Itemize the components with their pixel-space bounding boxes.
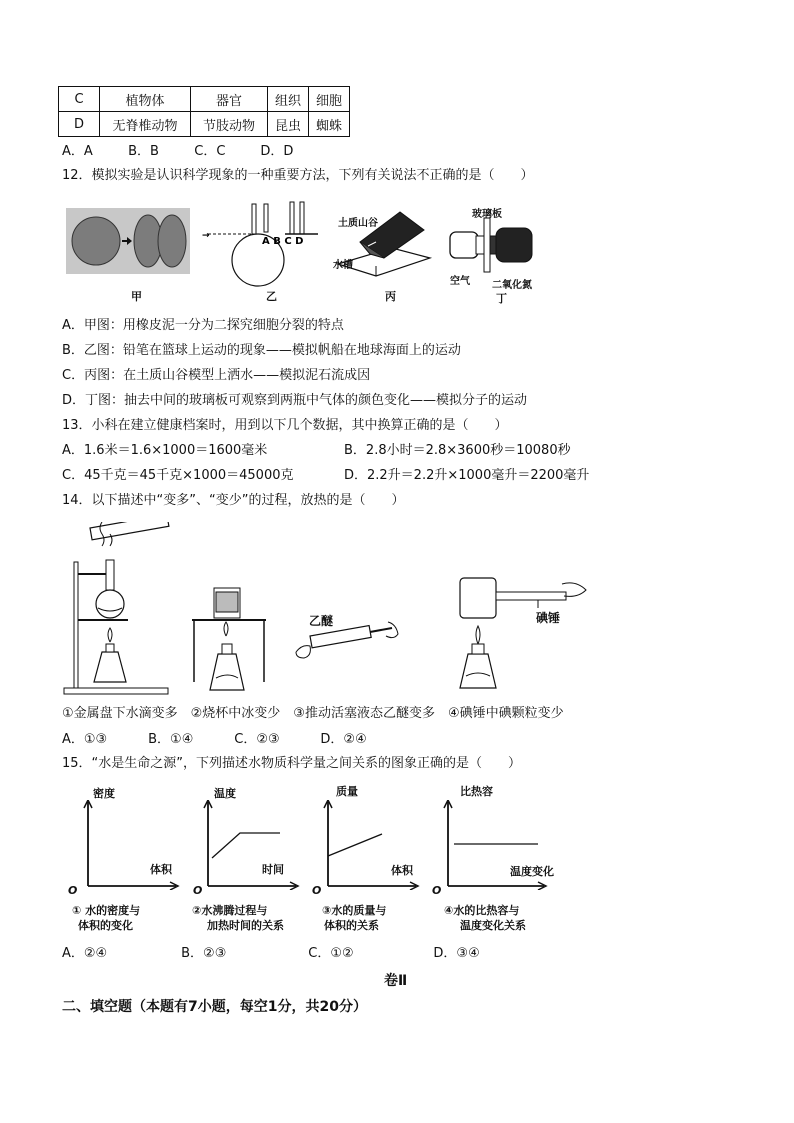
choice: C．C <box>194 144 226 159</box>
g2-ylabel: 温度 <box>214 787 236 800</box>
table-row <box>59 87 350 112</box>
choice: C．①② <box>308 946 354 961</box>
choice: B．②③ <box>181 946 227 961</box>
caption-ding: 丁 <box>496 292 507 305</box>
choice: A．A <box>62 144 93 159</box>
choice: D．③④ <box>433 946 480 961</box>
table-cell: 器官 <box>191 87 268 112</box>
g3-curve <box>328 834 382 856</box>
g3-xlabel: 体积 <box>391 864 413 877</box>
g3-origin: O <box>312 884 322 897</box>
g2-xlabel: 时间 <box>262 863 284 876</box>
choice: A．①③ <box>62 732 108 747</box>
q12-figure-jia <box>66 208 190 274</box>
q12-option-a: A．甲图：用橡皮泥一分为二探究细胞分裂的特点 <box>62 318 344 333</box>
section-heading: 二、填空题（本题有7小题，每空1分，共20分） <box>62 999 367 1015</box>
g4-caption-1: ④水的比热容与 <box>444 904 520 917</box>
g3-caption-2: 体积的关系 <box>324 919 379 932</box>
q13-option-c: C．45千克＝45千克×1000＝45000克 <box>62 468 294 483</box>
q15-choices <box>62 945 480 963</box>
q14-figure-2 <box>190 582 270 698</box>
choice: A．②④ <box>62 946 108 961</box>
q15-stem: 15．“水是生命之源”，下列描述水物质科学量之间关系的图象正确的是（ ） <box>62 756 522 771</box>
table-row <box>59 112 350 137</box>
g4-origin: O <box>432 884 442 897</box>
q15-graph-2 <box>200 800 300 890</box>
g2-caption-2: 加热时间的关系 <box>207 919 284 932</box>
table-cell: 蜘蛛 <box>309 112 350 137</box>
g1-caption-1: ① 水的密度与 <box>72 904 141 917</box>
choice: C．②③ <box>234 732 280 747</box>
g1-ylabel: 密度 <box>93 787 115 800</box>
table-cell: C <box>59 87 100 112</box>
q13-option-a: A．1.6米＝1.6×1000＝1600毫米 <box>62 443 268 458</box>
q13-option-d: D．2.2升＝2.2升×1000毫升＝2200毫升 <box>344 468 590 483</box>
caption-yi: 乙 <box>266 290 277 303</box>
table-cell: 细胞 <box>309 87 350 112</box>
q12-stem: 12．模拟实验是认识科学现象的一种重要方法，下列有关说法不正确的是（ ） <box>62 168 534 183</box>
q14-stem: 14．以下描述中“变多”、“变少”的过程，放热的是（ ） <box>62 493 405 508</box>
g2-curve <box>212 833 280 858</box>
label-hammer: 碘锤 <box>536 611 561 625</box>
g2-origin: O <box>193 884 203 897</box>
q14-descriptions: ①金属盘下水滴变多 ②烧杯中冰变少 ③推动活塞液态乙醚变多 ④碘锤中碘颗粒变少 <box>62 706 564 721</box>
table-cell: 节肢动物 <box>191 112 268 137</box>
classification-table <box>58 86 350 137</box>
caption-jia: 甲 <box>131 290 142 303</box>
volume-title: 卷Ⅱ <box>384 973 408 989</box>
q11-choices <box>62 143 293 161</box>
yi-letters: A B C D <box>262 236 304 247</box>
q14-figure-1 <box>62 522 172 698</box>
label-ether: 乙醚 <box>309 614 334 628</box>
choice: D．D <box>260 144 294 159</box>
q13-stem: 13．小科在建立健康档案时，用到以下几个数据，其中换算正确的是（ ） <box>62 418 508 433</box>
label-tank: 水槽 <box>333 260 353 271</box>
g2-caption-1: ②水沸腾过程与 <box>192 904 268 917</box>
g1-xlabel: 体积 <box>150 863 172 876</box>
table-cell: 组织 <box>268 87 309 112</box>
label-air: 空气 <box>450 276 470 287</box>
g4-caption-2: 温度变化关系 <box>460 919 526 932</box>
table-cell: 植物体 <box>100 87 191 112</box>
q14-figure-4 <box>452 570 592 698</box>
table-cell: 昆虫 <box>268 112 309 137</box>
q12-option-d: D．丁图：抽去中间的玻璃板可观察到两瓶中气体的颜色变化——模拟分子的运动 <box>62 393 528 408</box>
q12-figure-yi <box>200 200 320 290</box>
g1-caption-2: 体积的变化 <box>78 919 133 932</box>
label-glass: 玻璃板 <box>472 209 502 220</box>
choice: B．①④ <box>148 732 194 747</box>
g4-xlabel: 温度变化 <box>510 865 554 878</box>
choice: B．B <box>128 144 159 159</box>
choice: D．②④ <box>320 732 367 747</box>
g3-caption-1: ③水的质量与 <box>322 904 387 917</box>
label-valley: 土质山谷 <box>338 218 378 229</box>
g1-origin: O <box>68 884 78 897</box>
q13-option-b: B．2.8小时＝2.8×3600秒＝10080秒 <box>344 443 571 458</box>
table-cell: 无脊椎动物 <box>100 112 191 137</box>
q12-option-b: B．乙图：铅笔在篮球上运动的现象——模拟帆船在地球海面上的运动 <box>62 343 461 358</box>
caption-bing: 丙 <box>385 290 396 303</box>
label-no2: 二氧化氮 <box>492 280 532 291</box>
table-cell: D <box>59 112 100 137</box>
q14-choices <box>62 731 367 749</box>
g3-ylabel: 质量 <box>336 785 358 798</box>
svg-text:→: → <box>202 231 210 241</box>
q12-option-c: C．丙图：在土质山谷模型上洒水——模拟泥石流成因 <box>62 368 371 383</box>
g4-ylabel: 比热容 <box>460 785 493 798</box>
